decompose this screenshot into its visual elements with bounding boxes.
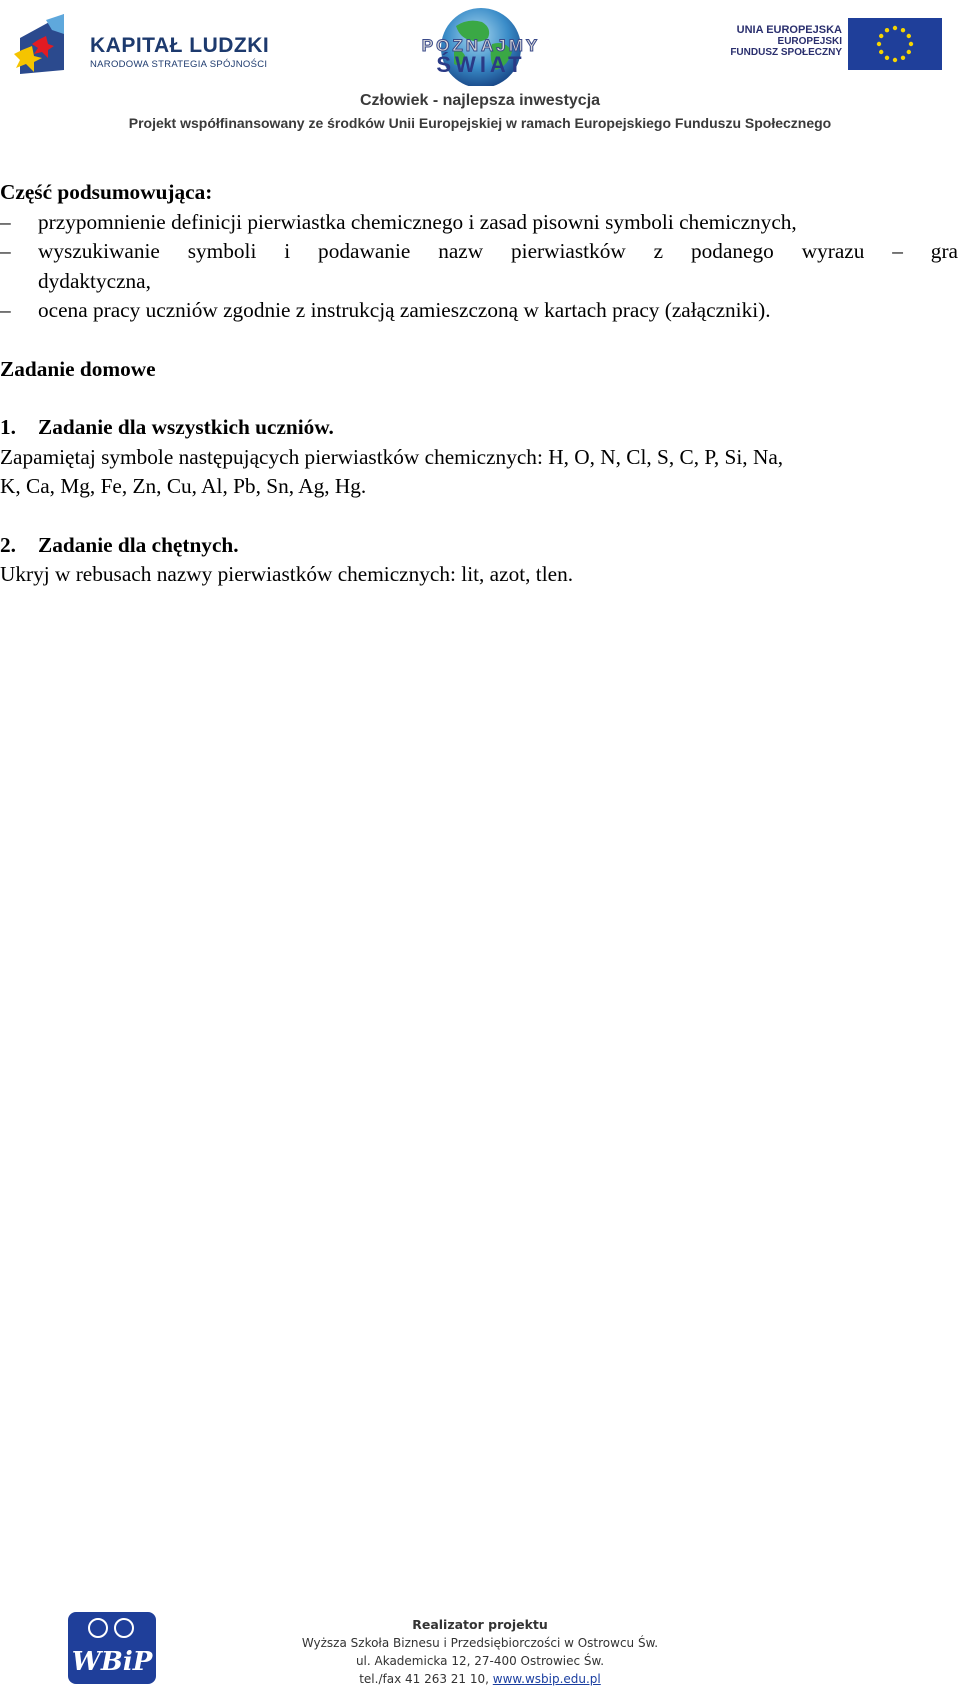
tagline: Człowiek - najlepsza inwestycja xyxy=(359,92,601,109)
footer-text xyxy=(270,1616,690,1688)
document-body xyxy=(0,178,958,590)
summary-item xyxy=(0,296,958,326)
kapital-ludzki-logo xyxy=(12,10,282,80)
kapital-ludzki-emblem-icon xyxy=(12,10,82,80)
task1-text-line1: Zapamiętaj symbole następujących pierwiastków chemicznych: H, O, N, Cl, S, C, P, Si, Na, xyxy=(0,444,784,469)
task2-title: Zadanie dla chętnych. xyxy=(38,532,239,557)
dash-bullet: – xyxy=(0,298,11,322)
summary-item xyxy=(0,208,958,238)
summary-section-title: Część podsumowująca: xyxy=(0,180,213,204)
task2-heading xyxy=(0,531,958,561)
wsbip-logo-text: WBiP xyxy=(71,1647,153,1677)
summary-item-text-continued: dydaktyczna, xyxy=(38,268,151,293)
summary-item-text: ocena pracy uczniów zgodnie z instrukcją zamieszczoną w kartach pracy (załączniki). xyxy=(38,298,771,322)
task1-heading xyxy=(0,413,958,443)
project-funding-line: Projekt współfinansowany ze środków Unii Europejskiej w ramach Europejskiego Funduszu Społecznego xyxy=(128,115,832,131)
eu-line1: UNIA EUROPEJSKA xyxy=(736,24,842,36)
task2-number: 2. xyxy=(0,532,16,557)
footer-website-link[interactable]: www.wsbip.edu.pl xyxy=(492,1672,601,1686)
kapital-ludzki-subtitle: NARODOWA STRATEGIA SPÓJNOŚCI xyxy=(90,59,268,70)
eu-line2: EUROPEJSKI xyxy=(777,36,842,47)
page-header xyxy=(0,0,960,140)
dash-bullet: – xyxy=(0,209,11,234)
footer-line2: ul. Akademicka 12, 27-400 Ostrowiec Św. xyxy=(355,1654,605,1668)
page-footer xyxy=(0,1604,960,1686)
footer-title: Realizator projektu xyxy=(412,1617,548,1632)
swiat-text: ŚWIAT xyxy=(436,52,526,77)
summary-item-text: wyszukiwanie symboli i podawanie nazw pierwiastków z podanego wyrazu – gra xyxy=(38,239,958,263)
task2-text: Ukryj w rebusach nazwy pierwiastków chemicznych: lit, azot, tlen. xyxy=(0,562,574,586)
task1-text-line2: K, Ca, Mg, Fe, Zn, Cu, Al, Pb, Sn, Ag, Hg. xyxy=(0,474,367,498)
summary-item-text: przypomnienie definicji pierwiastka chemicznego i zasad pisowni symboli chemicznych, xyxy=(38,209,797,234)
eu-logo xyxy=(686,18,942,80)
homework-title: Zadanie domowe xyxy=(0,356,156,381)
task1-title: Zadanie dla wszystkich uczniów. xyxy=(38,415,334,439)
eu-line3: FUNDUSZ SPOŁECZNY xyxy=(730,47,842,58)
footer-phone: tel./fax 41 263 21 10, xyxy=(359,1672,493,1686)
kapital-ludzki-title: KAPITAŁ LUDZKI xyxy=(90,34,270,57)
footer-line3 xyxy=(270,1670,690,1688)
summary-item xyxy=(0,237,958,296)
wsbip-logo-icon xyxy=(68,1612,156,1684)
poznajmy-text: POZNAJMY xyxy=(421,36,541,55)
summary-list xyxy=(0,208,958,326)
eu-flag-icon xyxy=(848,18,942,70)
task1-number: 1. xyxy=(0,415,16,439)
footer-line1: Wyższa Szkoła Biznesu i Przedsiębiorczości w Ostrowcu Św. xyxy=(301,1636,659,1650)
dash-bullet: – xyxy=(0,239,11,263)
